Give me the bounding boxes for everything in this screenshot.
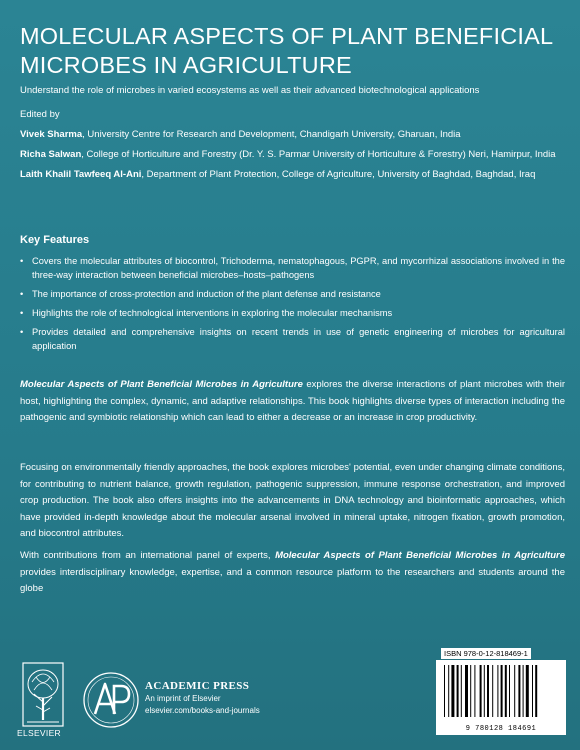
barcode-bar [451, 665, 454, 717]
editor-list [20, 128, 565, 188]
description-paragraph-2: Focusing on environmentally friendly approaches, the book explores microbes' potential, even under changing climate conditions, for contributing to nutrient balance, growth regulation, pathogenic suppression, immune response orchestration, and improved crop production. The book also offers insights into the advancements in DNA technology and bioinformatic approaches, which have provided in-depth knowledge about the molecular arsenal involved in mineral uptake, nitrogen fixation, growth promotion, and biocontrol attributes. [20, 462, 565, 539]
editor-name: Laith Khalil Tawfeeq Al-Ani [20, 169, 142, 180]
barcode-bar [461, 665, 462, 717]
isbn-barcode [436, 660, 566, 735]
barcode-bar [514, 665, 515, 717]
editor-name: Vivek Sharma [20, 129, 83, 140]
description-paragraph-3 [20, 548, 565, 598]
barcode-bar [457, 665, 459, 717]
imprint-line: An imprint of Elsevier [145, 693, 221, 703]
barcode-bar [497, 665, 498, 717]
publisher-url[interactable]: elsevier.com/books-and-journals [145, 706, 260, 715]
description-paragraph-1 [20, 377, 565, 427]
isbn-label: ISBN 978-0-12-818469-1 [441, 648, 531, 659]
italic-book-title: Molecular Aspects of Plant Beneficial Microbes in Agriculture [20, 379, 303, 390]
book-title: MOLECULAR ASPECTS OF PLANT BENEFICIAL MICROBES IN AGRICULTURE [20, 23, 553, 78]
feature-item: • Provides detailed and comprehensive insights on recent trends in use of genetic engineering of microbes for agricultural application [20, 325, 565, 353]
ap-monogram-icon [81, 668, 141, 732]
imprint-block [145, 680, 260, 718]
paragraph-text: provides interdisciplinary knowledge, expertise, and a common resource platform to the researchers and students around the globe [20, 566, 565, 594]
barcode-bar [487, 665, 489, 717]
paragraph-text: With contributions from an international panel of experts, [20, 550, 276, 561]
key-features-list [20, 254, 565, 358]
edited-by-label: Edited by [20, 109, 60, 120]
editor-entry [20, 128, 565, 142]
barcode-bar [509, 665, 510, 717]
italic-book-title: Molecular Aspects of Plant Beneficial Microbes in Agriculture [275, 550, 565, 561]
feature-item: • Covers the molecular attributes of biocontrol, Trichoderma, nematophagous, PGPR, and mycorrhizal associations involved in the three-way interaction between beneficial microbes–hosts–pathogens [20, 254, 565, 282]
barcode-bar [448, 665, 449, 717]
barcode-bar [523, 665, 524, 717]
editor-name: Richa Salwan [20, 149, 82, 160]
barcode-bar [526, 665, 529, 717]
barcode-bar [444, 665, 445, 717]
barcode-bar [474, 665, 475, 717]
editor-entry [20, 148, 565, 162]
barcode-bar [518, 665, 520, 717]
paragraph-text: explores the diverse interactions of plant microbes with their host, highlighting the complex, dynamic, and adaptive relationships. This book highlights diverse types of interaction including the pathogenic and symbiotic relationship which can lead to either a decrease or an increase in crop productivity. [20, 379, 565, 423]
barcode-bar [470, 665, 471, 717]
editor-entry [20, 168, 565, 182]
editor-affiliation: , Department of Plant Protection, College of Agriculture, University of Baghdad, Baghdad, Iraq [141, 169, 536, 180]
key-features-heading: Key Features [20, 234, 90, 246]
barcode-bars [442, 665, 560, 721]
barcode-bar [484, 665, 485, 717]
feature-item: • Highlights the role of technological interventions in exploring the molecular mechanisms [20, 306, 565, 320]
barcode-bar [532, 665, 533, 717]
barcode-bar [505, 665, 507, 717]
barcode-bar [535, 665, 537, 717]
elsevier-wordmark: ELSEVIER [17, 728, 61, 738]
feature-item: • The importance of cross-protection and induction of the plant defense and resistance [20, 287, 565, 301]
barcode-bar [501, 665, 503, 717]
barcode-bar [492, 665, 493, 717]
editor-affiliation: , College of Horticulture and Forestry (Dr. Y. S. Parmar University of Horticulture & Forestry) Neri, Hamirpur, India [81, 149, 556, 160]
barcode-bar [465, 665, 468, 717]
imprint-name: ACADEMIC PRESS [145, 680, 250, 692]
barcode-number: 9 780128 184691 [465, 725, 537, 733]
elsevier-tree-icon [22, 662, 64, 728]
editor-affiliation: , University Centre for Research and Development, Chandigarh University, Gharuan, India [82, 129, 461, 140]
book-subtitle: Understand the role of microbes in varied ecosystems as well as their advanced biotechnological applications [20, 85, 480, 96]
barcode-bar [480, 665, 482, 717]
